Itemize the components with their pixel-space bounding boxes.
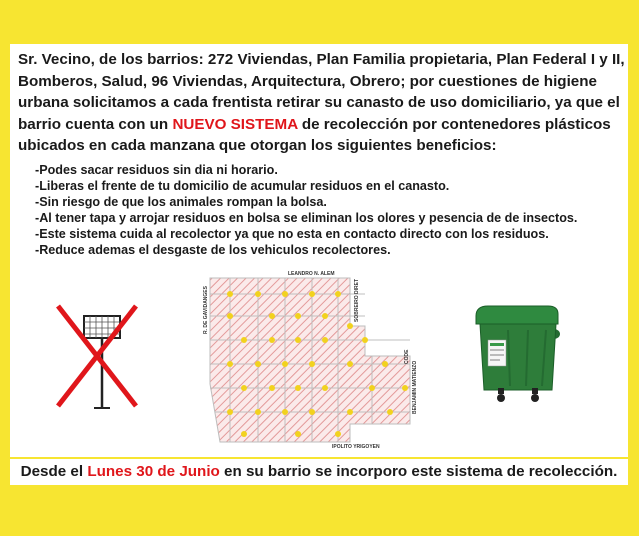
crossed-basket-icon <box>50 296 145 416</box>
notice-panel <box>10 44 628 457</box>
benefit-item: -Reduce ademas el desgaste de los vehiculos recolectores. <box>35 243 391 257</box>
neighborhood-map <box>200 264 420 449</box>
benefit-item: -Liberas el frente de tu domicilio de acumular residuos en el canasto. <box>35 179 450 193</box>
benefit-item: -Sin riesgo de que los animales rompan la bolsa. <box>35 195 327 209</box>
benefit-item: -Podes sacar residuos sin dia ni horario. <box>35 163 278 177</box>
map-street-bottom: IPOLITO YRIGOYEN <box>332 444 380 449</box>
intro-text: Sr. Vecino, de los barrios: 272 Viviendas, Plan Familia propietaria, Plan Federal I y II, Bomberos, Salud, 96 Viviendas, Arquitectura, Obrero; por cuestiones de higiene urbana solicitamos a cada frentista retirar su canasto de uso domiciliario, ya que el barrio cuenta con un NUEVO SISTEMA de recolección por contenedores plásticos ubicados en cada manzana que otorgan los siguientes beneficios: <box>18 51 625 154</box>
footer-notice: Desde el Lunes 30 de Junio en su barrio se incorporo este sistema de recolección. <box>10 459 628 485</box>
map-street-right-small: CODE <box>404 349 410 364</box>
benefit-item: -Al tener tapa y arrojar residuos en bolsa se eliminan los olores y pesencia de de insectos. <box>35 211 578 225</box>
green-container-image <box>468 294 578 404</box>
map-street-center: SOBREIRO DIRET <box>354 278 360 322</box>
map-street-right: BENJAMIN MATIENZO <box>412 360 418 414</box>
new-system-highlight: NUEVO SISTEMA <box>172 115 298 133</box>
start-date-highlight: Lunes 30 de Junio <box>87 463 220 480</box>
benefit-item: -Este sistema cuida al recolector ya que no esta en contacto directo con los residuos. <box>35 227 549 241</box>
map-street-left: R. DE GAVIDANGES <box>203 286 209 334</box>
map-street-top: LEANDRO N. ALEM <box>288 271 335 277</box>
benefits-list <box>35 162 577 258</box>
